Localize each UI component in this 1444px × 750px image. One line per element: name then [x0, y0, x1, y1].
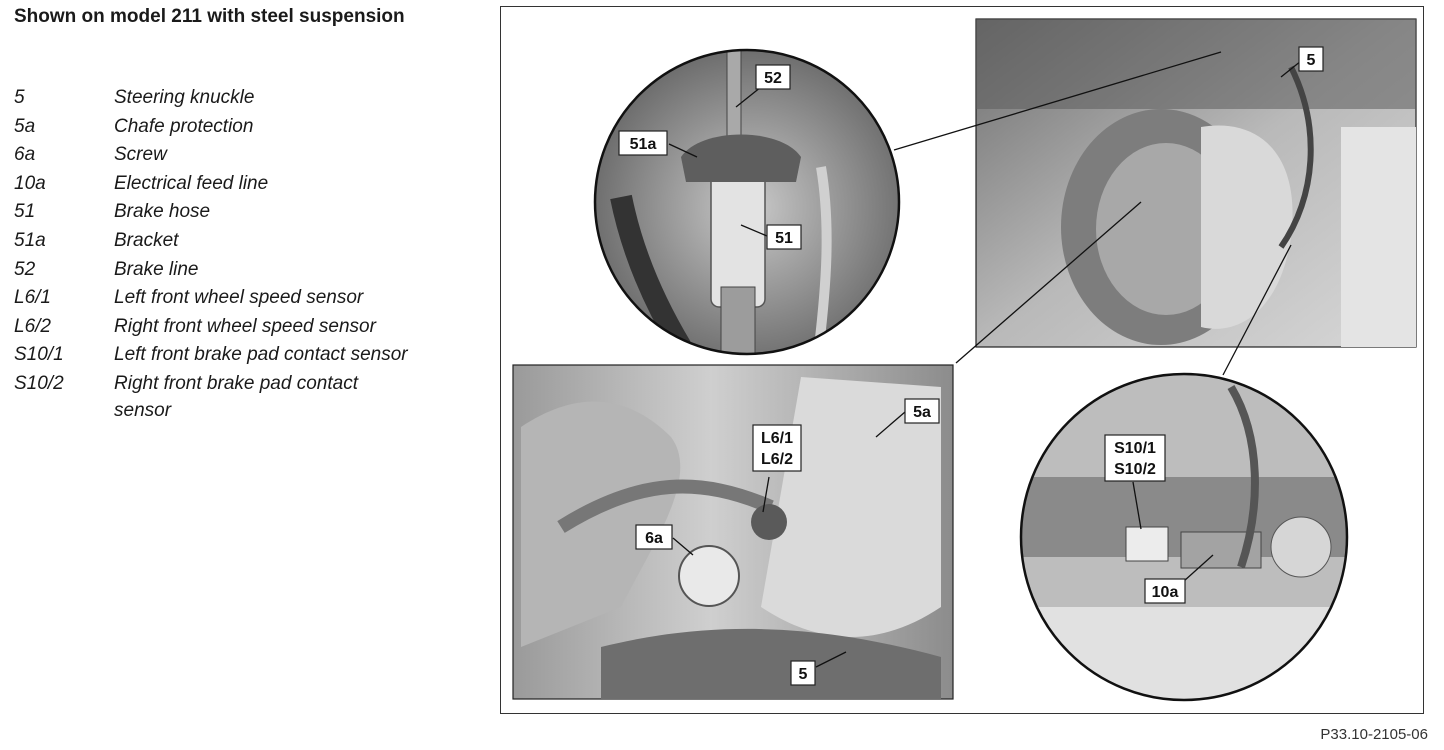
legend-code: S10/1 — [14, 344, 64, 366]
legend-code: 10a — [14, 172, 46, 194]
legend-code: 5a — [14, 115, 36, 137]
service-illustration — [500, 6, 1424, 714]
callout-l6 — [753, 425, 801, 471]
knuckle-photo — [513, 365, 953, 699]
legend-code: 51a — [14, 229, 46, 251]
callout-51a — [619, 131, 667, 155]
legend-item — [14, 84, 484, 113]
brake-hose-detail-circle — [591, 47, 911, 377]
pad-sensor-detail-circle — [1016, 372, 1356, 702]
svg-text:L6/1: L6/1 — [760, 430, 794, 447]
legend-code: 51 — [14, 201, 36, 223]
legend-desc: Chafe protection — [114, 115, 254, 137]
callout-51 — [767, 225, 801, 249]
callout-10a — [1145, 579, 1185, 603]
callout-5-top — [1299, 47, 1323, 71]
callout-s10 — [1105, 435, 1165, 481]
illustration-drawing — [501, 7, 1425, 715]
callout-5-bottom — [791, 661, 815, 685]
svg-text:6a: 6a — [645, 530, 663, 547]
legend-desc: Screw — [114, 144, 167, 166]
legend-desc: Right front wheel speed sensor — [114, 315, 376, 337]
svg-text:10a: 10a — [1151, 584, 1179, 601]
svg-text:5a: 5a — [913, 404, 931, 421]
legend-desc: Left front wheel speed sensor — [114, 287, 364, 309]
svg-text:L6/2: L6/2 — [760, 451, 794, 468]
legend-code: 52 — [14, 258, 36, 280]
legend-code: 6a — [14, 144, 36, 166]
legend-desc: Bracket — [114, 229, 179, 251]
svg-text:S10/1: S10/1 — [1114, 440, 1156, 457]
legend-item — [14, 170, 484, 199]
svg-text:51: 51 — [775, 230, 793, 247]
legend-item — [14, 256, 484, 285]
svg-text:51a: 51a — [629, 136, 657, 153]
legend-item — [14, 341, 484, 370]
legend-item — [14, 227, 484, 256]
svg-text:52: 52 — [764, 70, 782, 87]
legend-desc: Electrical feed line — [114, 172, 269, 194]
svg-text:5: 5 — [1306, 52, 1316, 69]
legend-code: S10/2 — [14, 372, 64, 394]
legend-item — [14, 313, 484, 342]
legend-desc: Brake hose — [114, 201, 211, 223]
legend-code: L6/2 — [14, 315, 51, 337]
legend-code: L6/1 — [14, 287, 51, 309]
legend-desc: Brake line — [114, 258, 199, 280]
callout-6a — [636, 525, 672, 549]
wheel-hub-photo — [976, 19, 1416, 347]
legend-code: 5 — [14, 87, 25, 108]
legend-item — [14, 284, 484, 313]
legend-desc: Steering knuckle — [114, 87, 255, 108]
legend-list — [14, 84, 484, 424]
figure-reference: P33.10-2105-06 — [1320, 726, 1428, 743]
legend-desc: Right front brake pad contact sensor — [114, 372, 358, 421]
page-heading: Shown on model 211 with steel suspension — [14, 6, 405, 27]
legend-item — [14, 370, 484, 424]
svg-text:S10/2: S10/2 — [1114, 461, 1156, 478]
legend-item — [14, 113, 484, 142]
callout-52 — [756, 65, 790, 89]
legend-desc: Left front brake pad contact sensor — [114, 344, 408, 366]
callout-5a — [905, 399, 939, 423]
svg-text:5: 5 — [798, 666, 808, 683]
legend-item — [14, 141, 484, 170]
legend-item — [14, 198, 484, 227]
